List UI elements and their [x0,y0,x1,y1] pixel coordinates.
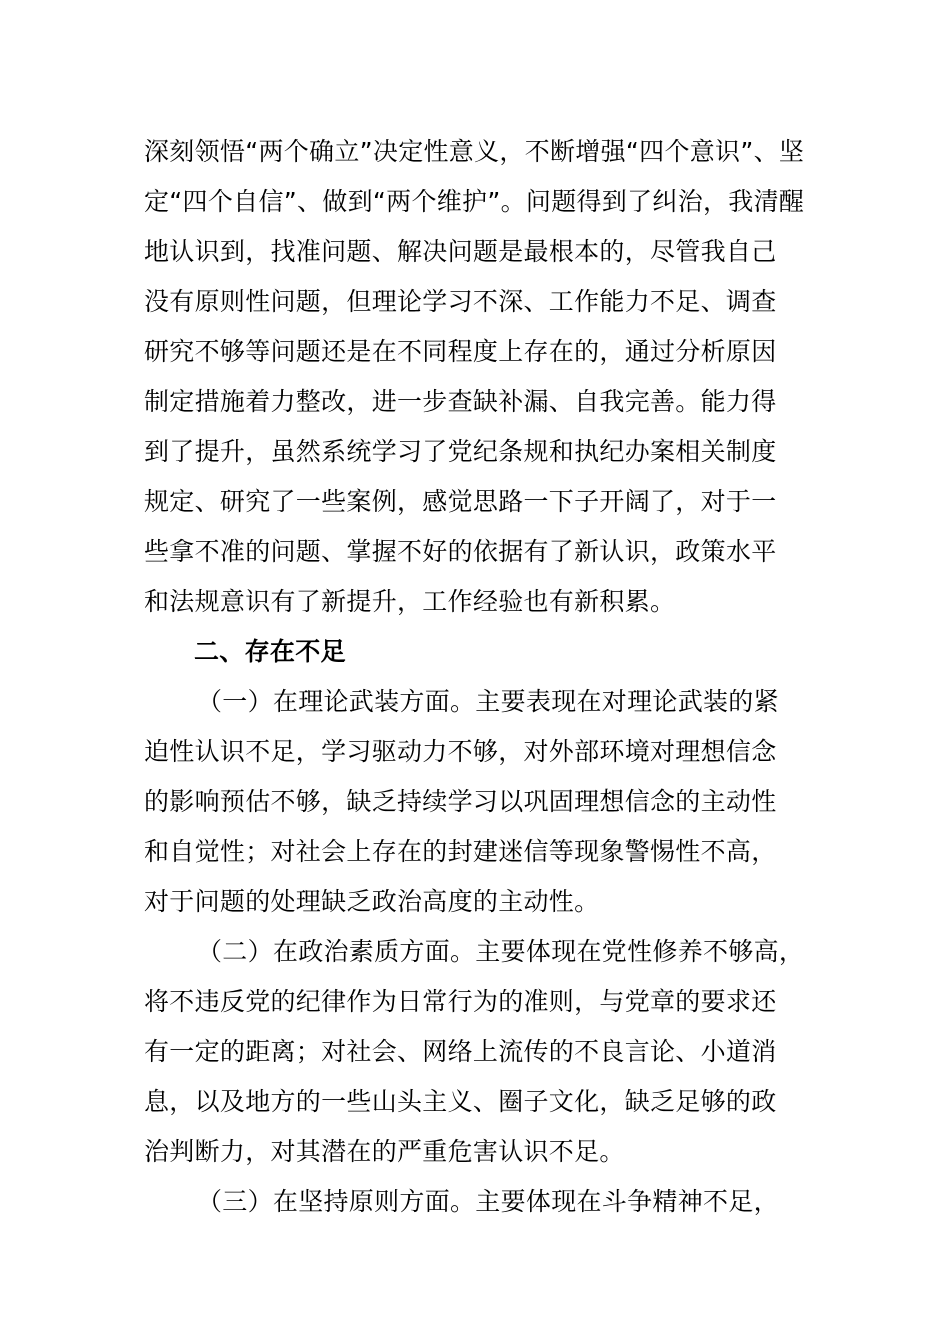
paragraph-line: 定“四个自信”、做到“两个维护”。问题得到了纠治，我清醒 [144,187,805,216]
paragraph-line: 些拿不准的问题、掌握不好的依据有了新认识，政策水平 [144,537,777,566]
section-heading: 二、存在不足 [194,637,346,666]
paragraph-line: 对于问题的处理缺乏政治高度的主动性。 [144,887,600,916]
paragraph-line: 到了提升，虽然系统学习了党纪条规和执纪办案相关制度 [144,437,777,466]
paragraph-line: 深刻领悟“两个确立”决定性意义，不断增强“四个意识”、坚 [144,137,805,166]
paragraph-line: 没有原则性问题，但理论学习不深、工作能力不足、调查 [144,287,777,316]
paragraph-line: 将不违反党的纪律作为日常行为的准则，与党章的要求还 [144,987,777,1016]
paragraph-line: 和法规意识有了新提升，工作经验也有新积累。 [144,587,676,616]
paragraph-line: 和自觉性；对社会上存在的封建迷信等现象警惕性不高， [144,837,777,866]
paragraph-line: （一）在理论武装方面。主要表现在对理论武装的紧 [197,687,779,716]
paragraph-line: 制定措施着力整改，进一步查缺补漏、自我完善。能力得 [144,387,777,416]
paragraph-line: 有一定的距离；对社会、网络上流传的不良言论、小道消 [144,1037,777,1066]
paragraph-line: 规定、研究了一些案例，感觉思路一下子开阔了，对于一 [144,487,777,516]
paragraph-line: 息，以及地方的一些山头主义、圈子文化，缺乏足够的政 [144,1087,777,1116]
paragraph-line: （三）在坚持原则方面。主要体现在斗争精神不足， [197,1187,779,1216]
paragraph-line: 的影响预估不够，缺乏持续学习以巩固理想信念的主动性 [144,787,777,816]
paragraph-line: 地认识到，找准问题、解决问题是最根本的，尽管我自己 [144,237,777,266]
paragraph-line: 治判断力，对其潜在的严重危害认识不足。 [144,1137,625,1166]
paragraph-line: （二）在政治素质方面。主要体现在党性修养不够高， [197,937,805,966]
paragraph-line: 迫性认识不足，学习驱动力不够，对外部环境对理想信念 [144,737,777,766]
paragraph-line: 研究不够等问题还是在不同程度上存在的，通过分析原因 [144,337,777,366]
